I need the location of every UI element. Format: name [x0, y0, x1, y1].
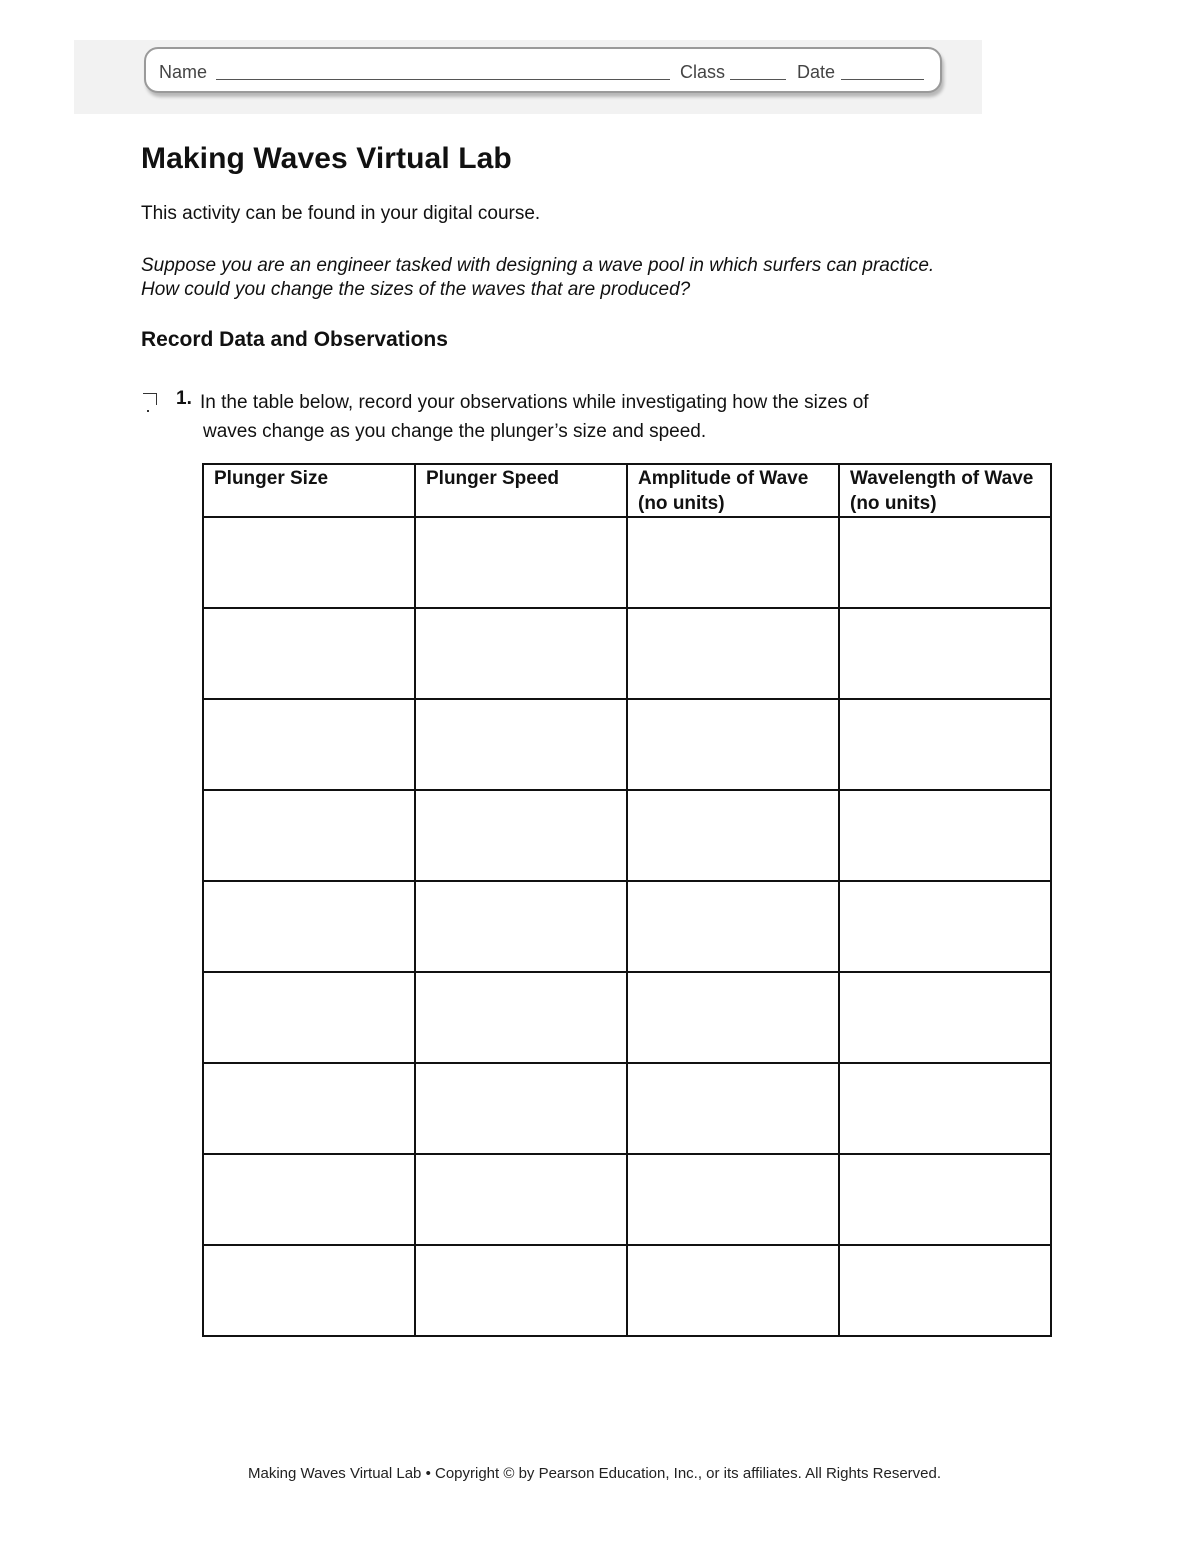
name-label: Name	[159, 62, 208, 82]
table-row	[203, 1245, 1051, 1336]
table-cell[interactable]	[203, 1154, 415, 1245]
table-cell[interactable]	[203, 972, 415, 1063]
table-body	[203, 517, 1051, 1336]
question-text	[200, 388, 1020, 446]
table-cell[interactable]	[203, 1245, 415, 1336]
table-row	[203, 790, 1051, 881]
table-cell[interactable]	[415, 608, 627, 699]
table-cell[interactable]	[203, 517, 415, 608]
scenario-line-2: How could you change the sizes of the waves that are produced?	[141, 279, 691, 300]
table-cell[interactable]	[415, 1245, 627, 1336]
table-header-row	[203, 464, 1051, 517]
observations-table	[202, 463, 1052, 1337]
date-label: Date	[797, 62, 836, 82]
table-cell[interactable]	[415, 699, 627, 790]
table-cell[interactable]	[839, 1063, 1051, 1154]
table-cell[interactable]	[627, 790, 839, 881]
class-label: Class	[680, 62, 726, 82]
table-cell[interactable]	[203, 1063, 415, 1154]
table-cell[interactable]	[627, 699, 839, 790]
table-row	[203, 608, 1051, 699]
table-cell[interactable]	[415, 1154, 627, 1245]
checkbox-icon[interactable]	[143, 393, 157, 405]
table-cell[interactable]	[839, 608, 1051, 699]
intro-text: This activity can be found in your digital course.	[141, 203, 541, 224]
table-cell[interactable]	[627, 881, 839, 972]
header-plunger-speed: Plunger Speed	[415, 464, 627, 517]
class-field[interactable]	[730, 79, 786, 80]
table-cell[interactable]	[203, 790, 415, 881]
table-cell[interactable]	[627, 1154, 839, 1245]
footer-copyright: Making Waves Virtual Lab • Copyright © by Pearson Education, Inc., or its affiliates. All Rights Reserved.	[247, 1465, 942, 1482]
table-cell[interactable]	[627, 1063, 839, 1154]
name-field[interactable]	[216, 79, 670, 80]
table-cell[interactable]	[839, 1245, 1051, 1336]
table-cell[interactable]	[839, 881, 1051, 972]
table-cell[interactable]	[839, 972, 1051, 1063]
table-cell[interactable]	[203, 699, 415, 790]
table-cell[interactable]	[415, 972, 627, 1063]
table-cell[interactable]	[839, 699, 1051, 790]
table-cell[interactable]	[203, 881, 415, 972]
question-line-2: waves change as you change the plunger’s size and speed.	[203, 421, 707, 442]
section-heading: Record Data and Observations	[141, 328, 448, 351]
table-cell[interactable]	[839, 1154, 1051, 1245]
table-cell[interactable]	[415, 790, 627, 881]
table-row	[203, 699, 1051, 790]
table-cell[interactable]	[627, 1245, 839, 1336]
scenario-line-1: Suppose you are an engineer tasked with designing a wave pool in which surfers can practice.	[141, 255, 935, 276]
page-title: Making Waves Virtual Lab	[141, 142, 512, 175]
table-cell[interactable]	[415, 517, 627, 608]
question-number: 1.	[176, 388, 192, 409]
table-row	[203, 1063, 1051, 1154]
table-cell[interactable]	[415, 1063, 627, 1154]
table-row	[203, 881, 1051, 972]
table-cell[interactable]	[839, 790, 1051, 881]
table-cell[interactable]	[627, 517, 839, 608]
scenario-text	[141, 254, 1101, 302]
header-plunger-size: Plunger Size	[203, 464, 415, 517]
table-row	[203, 517, 1051, 608]
header-amplitude: Amplitude of Wave (no units)	[627, 464, 839, 517]
table-row	[203, 972, 1051, 1063]
question-line-1: In the table below, record your observations while investigating how the sizes of	[200, 392, 869, 413]
table-cell[interactable]	[415, 881, 627, 972]
header-wavelength: Wavelength of Wave (no units)	[839, 464, 1051, 517]
name-class-date-bar	[144, 47, 942, 93]
table-cell[interactable]	[627, 972, 839, 1063]
table-cell[interactable]	[839, 517, 1051, 608]
table-row	[203, 1154, 1051, 1245]
table-cell[interactable]	[203, 608, 415, 699]
table-cell[interactable]	[627, 608, 839, 699]
date-field[interactable]	[841, 79, 924, 80]
